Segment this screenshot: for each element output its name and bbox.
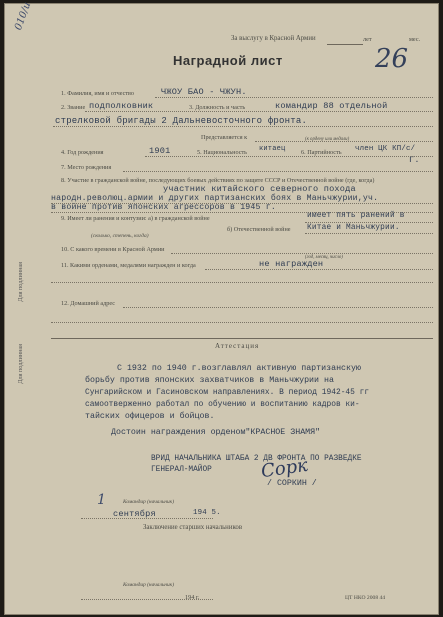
field-9b-rule <box>305 233 433 234</box>
field-4-rule <box>145 156 433 157</box>
field-5-label: 5. Национальность <box>197 149 247 156</box>
field-9b-label: б) Отечественной войне <box>227 226 291 233</box>
presented-label: Представляется к <box>201 134 248 141</box>
date-year: 194 5. <box>193 509 221 517</box>
attestation-line-2: борьбу против японских захватчиков в Маньчжурии на <box>85 376 334 385</box>
commander-label-2: Командир (начальник) <box>123 582 174 588</box>
side-label-mid: Для подлинная <box>17 344 24 384</box>
field-12-rule-2 <box>51 322 433 323</box>
field-1-rule <box>155 97 433 98</box>
date-day: 1 <box>97 492 106 508</box>
page-number: 26 <box>375 44 409 74</box>
attestation-line-3: Сунгарийском и Гасиновском направлениях. В период 1942-45 гг <box>85 388 370 397</box>
field-3-label: 3. Должность и часть <box>189 104 246 111</box>
commander-label: Командир (начальник) <box>123 499 174 505</box>
field-12-rule <box>123 307 433 308</box>
senior-conclusion: Заключение старших начальников <box>143 524 243 531</box>
attestation-rule <box>51 338 433 339</box>
field-8-value-3: в войне против японских агрессоров в 1945 г. <box>51 203 276 212</box>
attestation-line-6: Достоин награждения орденом"КРАСНОЕ ЗНАМЯ" <box>111 428 321 437</box>
field-10-label: 10. С какого времени в Красной Армии <box>61 246 165 253</box>
field-8-value-2: народн.революц.армии и других партизанских боях в Маньчжурии,уч. <box>51 194 379 203</box>
date-year-2: 194 г. <box>185 594 200 601</box>
corner-note: 010/и <box>13 0 34 32</box>
field-6-value-cont: Г. <box>409 155 420 165</box>
date-month: сентября <box>113 509 156 519</box>
field-9-value: имеет пять ранений в <box>307 212 405 220</box>
handwritten-signature: Сорк <box>259 454 310 483</box>
field-6-value: член ЦК КП/с/ <box>355 145 416 153</box>
attestation-line-1: С 1932 по 1940 г.возглавлял активную партизанскую <box>117 364 361 373</box>
field-3-rule <box>53 126 433 127</box>
field-7-label: 7. Место рождения <box>61 164 112 171</box>
field-9b-value: Китае и Маньчжурии. <box>307 224 400 232</box>
field-9-label: 9. Имеет ли ранения и контузии: а) в гражданской войне <box>61 215 210 222</box>
signatory-title: ВРИД НАЧАЛЬНИКА ШТАБА 2 ДВ ФРОНТА ПО РАЗВЕДКЕ <box>151 455 362 463</box>
field-9-rule <box>305 222 433 223</box>
field-2-rule <box>85 111 433 112</box>
field-1-label: 1. Фамилия, имя и отчество <box>61 90 135 97</box>
field-11-rule-2 <box>51 282 433 283</box>
attestation-heading: Аттестация <box>215 342 260 350</box>
signatory-rank: ГЕНЕРАЛ-МАЙОР <box>151 466 212 474</box>
print-mark: ЦТ НКО 2008 44 <box>345 595 386 601</box>
field-8-label: 8. Участие в гражданской войне, последующих боевых действиях по защите СССР и Отечественной войне (где, когда) <box>61 177 375 184</box>
service-line: За выслугу в Красной Армии <box>231 35 316 42</box>
field-5-value: китаец <box>259 145 286 153</box>
service-years: лет <box>363 36 372 43</box>
field-2-value: подполковник <box>89 101 154 111</box>
award-sheet <box>4 0 439 615</box>
field-3-value: командир 88 отдельной <box>275 101 388 111</box>
presented-hint: (к ордену или медали) <box>305 137 350 142</box>
field-7-rule <box>123 171 433 172</box>
field-1-value: ЧЖОУ БАО - ЧЖУН. <box>161 87 247 97</box>
field-10-hint: (год, месяц, число) <box>305 255 343 260</box>
service-line-rule <box>327 44 363 45</box>
field-2-label: 2. Звание <box>61 104 86 111</box>
field-10-rule <box>171 253 433 254</box>
field-6-label: 6. Партийность <box>301 149 342 156</box>
field-3-value-cont: стрелковой бригады 2 Дальневосточного фронта. <box>55 116 308 126</box>
field-11-label: 11. Какими орденами, медалями награжден и когда <box>61 262 196 269</box>
document-title: Наградной лист <box>173 53 283 68</box>
field-4-value: 1901 <box>149 146 171 156</box>
attestation-line-5: тайских офицеров и бойцов. <box>85 412 215 421</box>
service-months: мес. <box>409 36 421 43</box>
date-rule <box>81 518 213 519</box>
side-label-top: Для подлинная <box>17 262 24 302</box>
field-9-hint: (сколько, степень, когда) <box>91 233 149 239</box>
attestation-line-4: самоотверженно работал по обучению и воспитанию кадров ки- <box>85 400 360 409</box>
field-4-label: 4. Год рождения <box>61 149 104 156</box>
field-8-rule-1 <box>51 203 433 204</box>
signatory-name: / СОРКИН / <box>267 479 317 488</box>
field-11-rule <box>205 269 433 270</box>
field-8-value-1: участник китайского северного похода <box>163 184 356 194</box>
field-12-label: 12. Домашний адрес <box>61 300 115 307</box>
field-11-value: не награжден <box>259 259 324 269</box>
